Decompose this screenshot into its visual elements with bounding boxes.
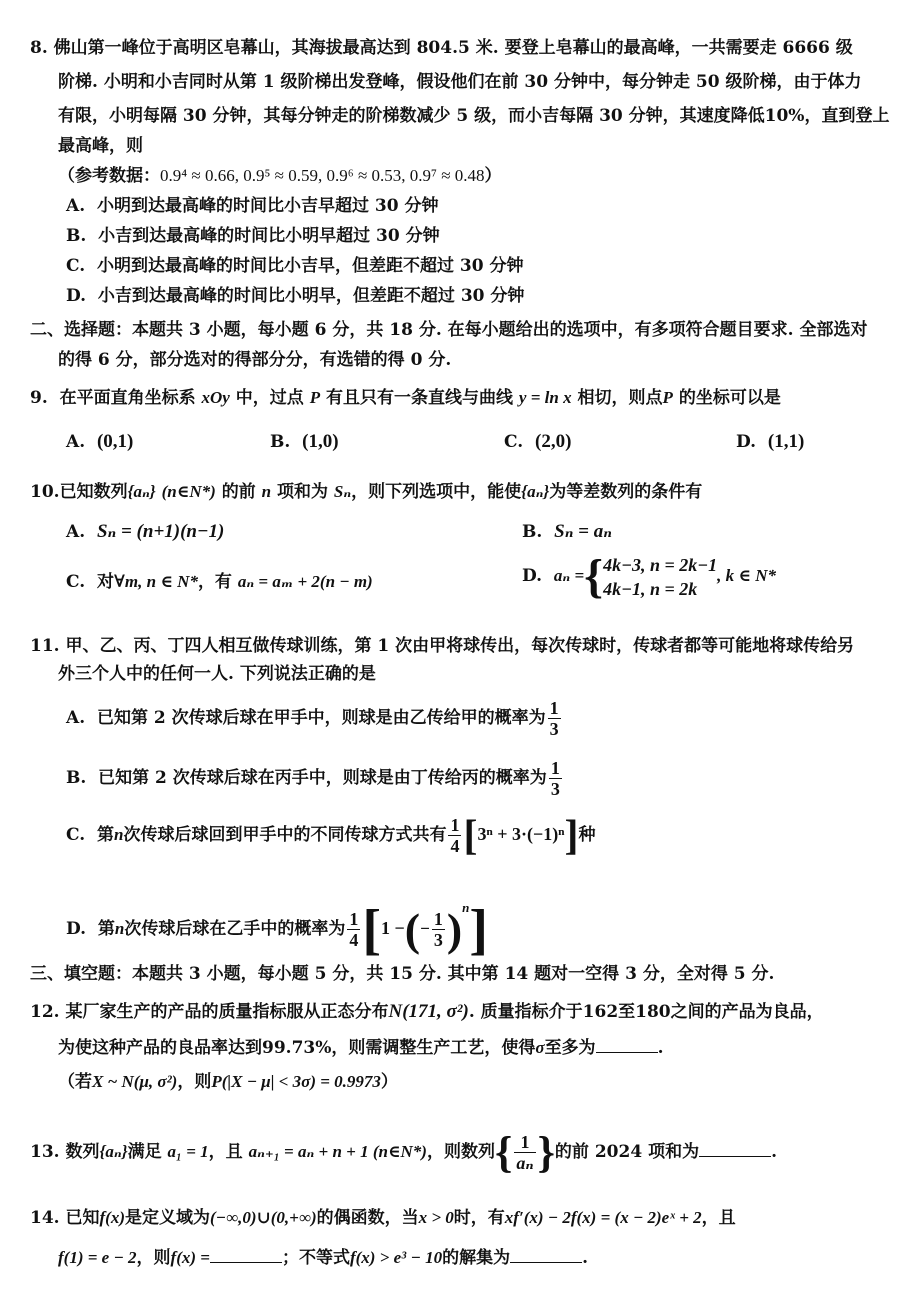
denominator: 3 <box>549 719 559 739</box>
q10-option-a <box>66 520 224 544</box>
math: xOy <box>201 388 230 407</box>
math: σ <box>535 1038 545 1057</box>
q11-option-c <box>66 812 596 857</box>
q8-ref-data: 0.9⁴ ≈ 0.66, 0.9⁵ ≈ 0.59, 0.9⁶ ≈ 0.53, 0.9⁷ ≈ 0.48 <box>160 166 485 185</box>
q12-line-2 <box>58 1036 663 1060</box>
q8-ref-prefix: （参考数据： <box>58 166 160 186</box>
option-math: Sₙ = aₙ <box>554 521 612 542</box>
math: aₙ₊₁ = aₙ + n + 1 (n∈N*) <box>248 1142 427 1161</box>
option-label: C. <box>66 825 86 845</box>
right-bracket: ] <box>469 898 489 961</box>
text: 的解集为 <box>442 1248 511 1268</box>
left-brace: { <box>494 1127 513 1177</box>
option-text: 小吉到达最高峰的时间比小明早，但差距不超过 30 分钟 <box>97 286 525 306</box>
q14-line-1 <box>30 1206 736 1230</box>
q8-option-c <box>66 254 524 278</box>
math: {aₙ} <box>99 1142 128 1161</box>
option-math: Sₙ = (n+1)(n−1) <box>96 521 225 542</box>
math: n <box>114 919 125 938</box>
denominator: 3 <box>550 779 560 799</box>
denominator: 3 <box>433 930 443 950</box>
q9-stem <box>30 386 781 410</box>
answer-blank[interactable] <box>210 1246 282 1263</box>
q12-line-1 <box>30 1000 824 1024</box>
section-3-heading: 三、填空题：本题共 3 小题，每小题 5 分，共 15 分. 其中第 14 题对一空得 3 分，全对得 5 分. <box>30 964 775 984</box>
right-brace: } <box>537 1127 555 1177</box>
text: 的偶函数，当 <box>316 1208 419 1228</box>
math: 1 − <box>381 918 405 938</box>
option-text: 小吉到达最高峰的时间比小明早超过 30 分钟 <box>98 226 440 246</box>
option-label: A. <box>66 522 86 542</box>
denominator: 4 <box>349 930 359 950</box>
text: 14. 已知 <box>30 1208 100 1228</box>
math: x > 0 <box>418 1208 454 1227</box>
math: P(|X − μ| < 3σ) = 0.9973 <box>211 1072 381 1091</box>
q9-option-d <box>736 430 804 454</box>
text: 相切，则点 <box>577 388 663 408</box>
math: (n∈N*) <box>161 482 216 501</box>
option-text: 小明到达最高峰的时间比小吉早，但差距不超过 30 分钟 <box>97 256 524 276</box>
section-2-heading: 二、选择题：本题共 3 小题，每小题 6 分，共 18 分. 在每小题给出的选项中，有多项符合题目要求. 全部选对 <box>30 320 868 340</box>
text: . 质量指标介于162至180之间的产品为良品， <box>468 1002 824 1022</box>
option-label: B. <box>66 768 87 788</box>
option-value: (1,1) <box>767 431 805 452</box>
option-label: C. <box>66 572 86 592</box>
q8-line-3: 有限，小明每隔 30 分钟，其每分钟走的阶梯数减少 5 级，而小吉每隔 30 分钟，其速度降低10%，直到登上 <box>58 106 890 126</box>
math: P <box>662 388 673 407</box>
math: 3ⁿ + 3·(−1)ⁿ <box>477 824 565 844</box>
right-paren: ) <box>446 903 463 955</box>
text: 在平面直角坐标系 <box>59 388 196 408</box>
q10-option-d <box>522 549 777 603</box>
option-value: (1,0) <box>302 431 339 452</box>
option-label: B. <box>522 522 543 542</box>
fraction-reciprocal <box>514 1132 535 1173</box>
q10-option-c <box>66 570 373 594</box>
text: . <box>657 1038 664 1058</box>
text: 中，过点 <box>235 388 304 408</box>
math: f(x) > e³ − 10 <box>349 1248 443 1267</box>
numerator: 1 <box>349 909 359 929</box>
text: 种 <box>578 825 596 845</box>
answer-blank[interactable] <box>699 1140 771 1157</box>
q11-option-a <box>66 696 563 740</box>
piecewise-cases <box>603 553 717 601</box>
math: aₙ = aₘ + 2(n − m) <box>237 572 373 591</box>
numerator: 1 <box>450 815 460 835</box>
q10-option-b <box>522 520 612 544</box>
text: ，有 <box>197 572 232 592</box>
math: y = ln x <box>518 388 572 407</box>
q8-option-d <box>66 284 524 308</box>
math: {aₙ} <box>127 482 156 501</box>
option-label: B. <box>66 226 87 246</box>
fraction-one-quarter <box>448 815 461 856</box>
fraction-one-third <box>549 758 562 799</box>
q8-option-b <box>66 224 440 248</box>
math: {aₙ} <box>521 482 550 501</box>
q9-option-a <box>66 430 133 454</box>
numerator: 1 <box>550 758 560 778</box>
question-number: 9. <box>30 388 48 408</box>
option-label: A. <box>66 432 86 452</box>
math: − <box>420 919 430 938</box>
math: n <box>114 825 124 844</box>
right-bracket: ] <box>564 812 579 859</box>
q9-option-c <box>504 430 571 454</box>
text: ，则数列 <box>426 1142 495 1162</box>
math: N(171, σ²) <box>388 1001 469 1022</box>
text: 有且只有一条直线与曲线 <box>326 388 513 408</box>
math: X ~ N(μ, σ²) <box>92 1072 178 1091</box>
option-label: A. <box>66 196 86 216</box>
option-text: 小明到达最高峰的时间比小吉早超过 30 分钟 <box>96 196 439 216</box>
q14-line-2 <box>58 1246 588 1270</box>
q9-option-b <box>270 430 339 454</box>
denominator: aₙ <box>516 1153 534 1173</box>
left-brace: { <box>584 549 604 603</box>
text: 的前 2024 项和为 <box>554 1142 700 1162</box>
text: 对 <box>97 572 114 592</box>
text: ，且 <box>208 1142 243 1162</box>
math: a₁ = 1 <box>167 1142 209 1161</box>
text: 至多为 <box>544 1038 596 1058</box>
text: 12. 某厂家生产的产品的质量指标服从正态分布 <box>30 1002 389 1022</box>
text: ，则 <box>177 1072 212 1092</box>
fraction-one-third <box>432 909 445 950</box>
text: 次传球后球回到甲手中的不同传球方式共有 <box>123 825 447 845</box>
fraction-one-quarter <box>347 909 360 950</box>
text: 满足 <box>127 1142 162 1162</box>
text: 13. 数列 <box>30 1142 100 1162</box>
math: f(x) = <box>170 1248 210 1267</box>
text: ，且 <box>701 1208 736 1228</box>
left-bracket: [ <box>362 898 382 961</box>
math: aₙ = <box>553 566 585 585</box>
answer-blank[interactable] <box>596 1036 658 1053</box>
option-label: C. <box>66 256 86 276</box>
text: ，则下列选项中，能使 <box>351 482 522 502</box>
q8-line-4: 最高峰，则 <box>58 136 143 156</box>
text: 已知数列 <box>59 482 128 502</box>
q8-ref-suffix: ） <box>484 166 502 186</box>
q11-option-d <box>66 878 488 959</box>
q10-stem <box>30 480 702 504</box>
text: 的前 <box>221 482 256 502</box>
text: ，则 <box>136 1248 171 1268</box>
text: 第 <box>97 825 114 845</box>
numerator: 1 <box>433 909 443 929</box>
option-label: D. <box>66 919 87 939</box>
text: 为使这种产品的良品率达到99.73%，则需调整生产工艺，使得 <box>58 1038 536 1058</box>
text: . <box>582 1248 588 1268</box>
question-number: 10. <box>30 482 60 502</box>
math: P <box>309 388 321 407</box>
denominator: 4 <box>450 836 460 856</box>
option-label: D. <box>736 432 757 452</box>
text: ；不等式 <box>281 1248 350 1268</box>
fraction-one-third <box>548 698 561 739</box>
option-value: (2,0) <box>535 431 572 452</box>
exponent: n <box>462 900 470 915</box>
q11-option-b <box>66 756 564 800</box>
text: 第 <box>97 919 115 939</box>
text: 项和为 <box>277 482 328 502</box>
math: Sₙ <box>333 482 352 501</box>
text: 时，有 <box>453 1208 505 1228</box>
text: 为等差数列的条件有 <box>549 482 703 502</box>
q8-line-1: 8. 佛山第一峰位于高明区皂幕山，其海拔最高达到 804.5 米. 要登上皂幕山的最高峰，一共需要走 6666 级 <box>30 38 853 58</box>
math: ∀m, n ∈ N* <box>114 572 198 591</box>
option-text: 已知第 2 次传球后球在丙手中，则球是由丁传给丙的概率为 <box>98 768 547 788</box>
option-label: D. <box>522 566 543 586</box>
text: 的坐标可以是 <box>678 388 781 408</box>
math: f(1) = e − 2 <box>58 1248 137 1267</box>
left-bracket: [ <box>463 812 478 859</box>
math: xf′(x) − 2f(x) = (x − 2)eˣ + 2 <box>504 1208 702 1227</box>
section-2-heading-cont: 的得 6 分，部分选对的得部分分，有选错的得 0 分. <box>58 350 452 370</box>
case-2: 4k−1, n = 2k <box>603 578 698 599</box>
math: , k ∈ N* <box>717 566 777 585</box>
text: ） <box>380 1072 398 1092</box>
numerator: 1 <box>514 1132 535 1153</box>
option-label: C. <box>504 432 524 452</box>
text: （若 <box>58 1072 92 1092</box>
math: n <box>261 482 272 501</box>
text: 是定义域为 <box>124 1208 210 1228</box>
answer-blank[interactable] <box>510 1246 582 1263</box>
math: f(x) <box>99 1208 125 1227</box>
numerator: 1 <box>549 698 559 718</box>
q8-reference <box>58 164 502 188</box>
q13-stem <box>30 1128 777 1177</box>
q12-line-3 <box>58 1070 398 1094</box>
text: . <box>771 1142 777 1162</box>
q8-line-2: 阶梯. 小明和小吉同时从第 1 级阶梯出发登峰，假设他们在前 30 分钟中，每分钟走 50 级阶梯，由于体力 <box>58 72 862 92</box>
option-text: 已知第 2 次传球后球在甲手中，则球是由乙传给甲的概率为 <box>96 708 546 728</box>
q8-option-a <box>66 194 438 218</box>
q11-line-1: 11. 甲、乙、丙、丁四人相互做传球训练，第 1 次由甲将球传出，每次传球时，传球者都等可能地将球传给另 <box>30 636 855 656</box>
option-value: (0,1) <box>96 431 134 452</box>
option-label: D. <box>66 286 87 306</box>
option-label: B. <box>270 432 291 452</box>
case-1: 4k−3, n = 2k−1 <box>603 554 718 575</box>
q11-line-2: 外三个人中的任何一人. 下列说法正确的是 <box>58 664 376 684</box>
left-paren: ( <box>404 903 421 955</box>
option-label: A. <box>66 708 86 728</box>
math: (−∞,0)∪(0,+∞) <box>209 1208 317 1227</box>
text: 次传球后球在乙手中的概率为 <box>124 919 346 939</box>
